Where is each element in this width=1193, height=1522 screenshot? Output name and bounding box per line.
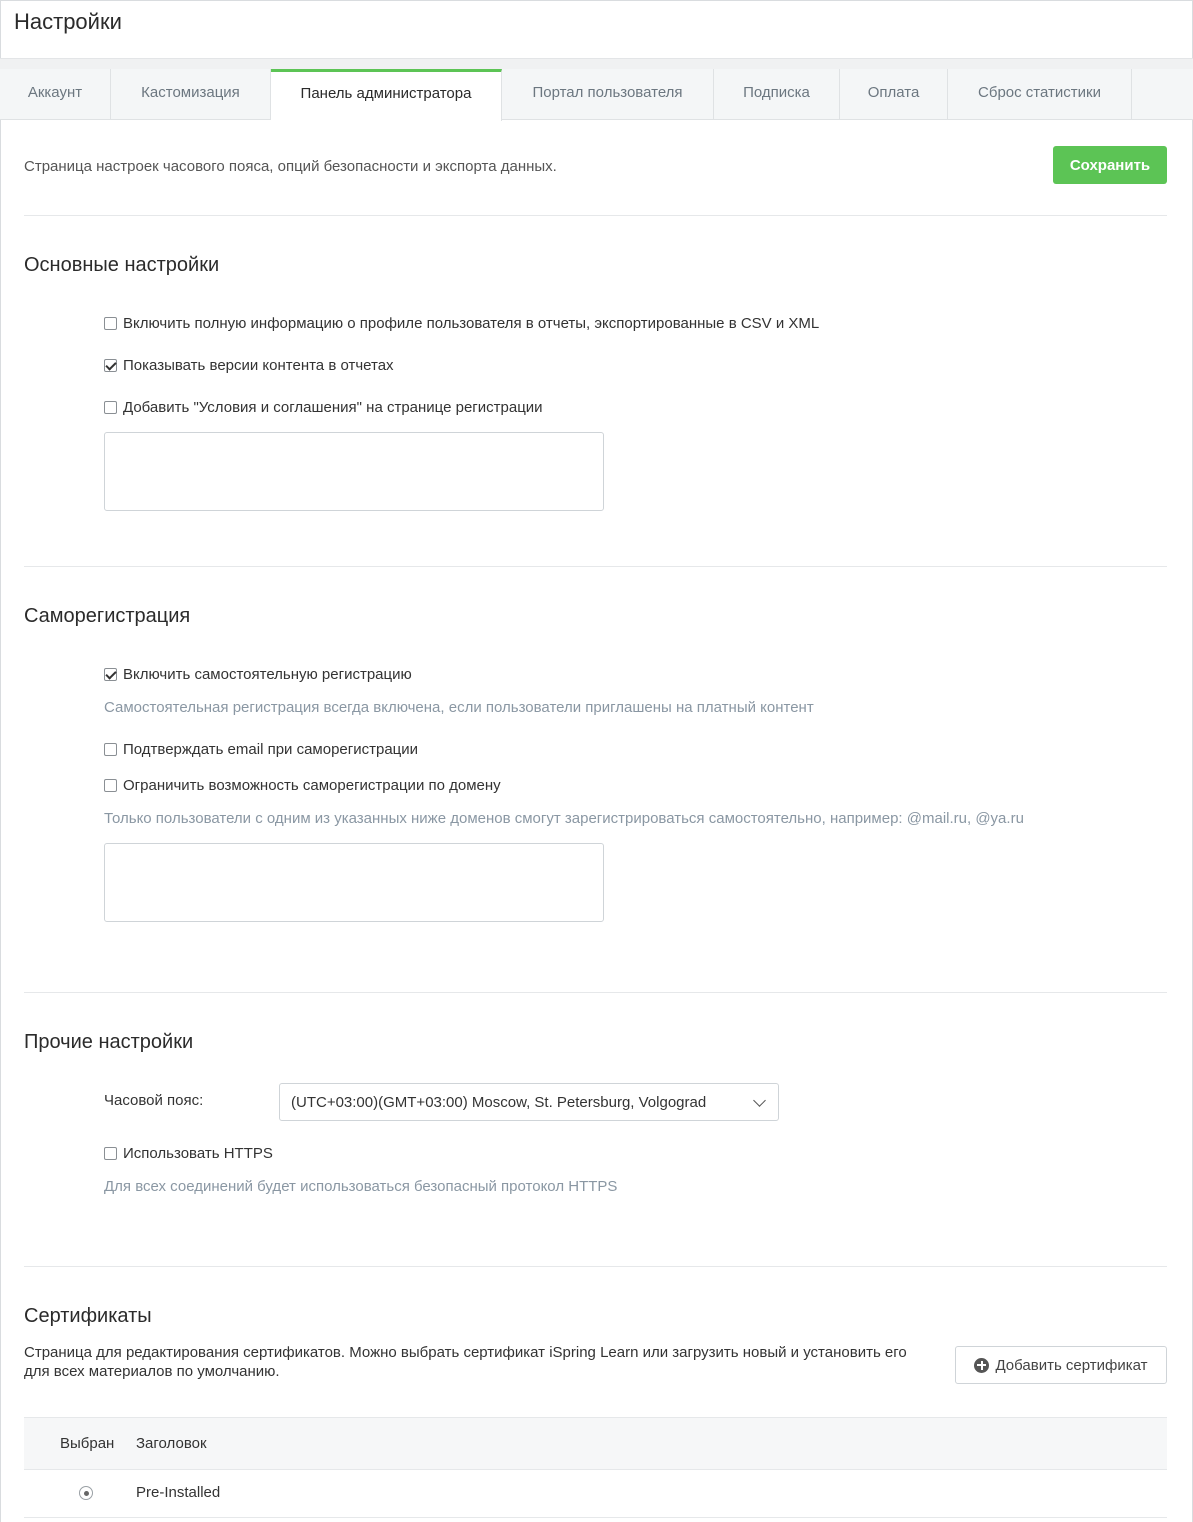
plus-circle-icon xyxy=(974,1358,989,1373)
divider xyxy=(24,992,1167,993)
section-title-other: Прочие настройки xyxy=(24,1031,194,1053)
certificate-select-radio[interactable] xyxy=(79,1486,93,1500)
domain-textarea[interactable] xyxy=(104,843,604,922)
divider xyxy=(24,215,1167,216)
tab-admin-panel[interactable]: Панель администратора xyxy=(271,69,502,121)
divider xyxy=(24,566,1167,567)
certificate-title: Pre-Installed xyxy=(136,1484,221,1501)
option-domain-restrict-label: Ограничить возможность саморегистрации по домену xyxy=(123,777,501,794)
option-full-profile-label: Включить полную информацию о профиле пользователя в отчеты, экспортированные в CSV и XML xyxy=(123,315,820,332)
section-title-certificates: Сертификаты xyxy=(24,1305,152,1327)
certificates-description: Страница для редактирования сертификатов. Можно выбрать сертификат iSpring Learn или загрузить новый и установить его для всех материалов по умолчанию. xyxy=(24,1344,907,1380)
column-header-selected: Выбран xyxy=(60,1435,115,1452)
timezone-select[interactable] xyxy=(279,1083,779,1121)
tab-subscription[interactable]: Подписка xyxy=(714,69,840,120)
tab-payment[interactable]: Оплата xyxy=(840,69,948,120)
option-confirm-email[interactable] xyxy=(104,741,418,758)
table-row xyxy=(24,1470,1167,1518)
option-content-versions-label: Показывать версии контента в отчетах xyxy=(123,357,394,374)
tab-user-portal[interactable]: Портал пользователя xyxy=(502,69,714,120)
option-https-label: Использовать HTTPS xyxy=(123,1145,273,1162)
checkbox-https[interactable] xyxy=(104,1147,117,1160)
checkbox-full-profile[interactable] xyxy=(104,317,117,330)
option-selfreg-enable[interactable] xyxy=(104,666,412,683)
checkbox-terms[interactable] xyxy=(104,401,117,414)
divider xyxy=(24,1266,1167,1267)
tab-reset-stats[interactable]: Сброс статистики xyxy=(948,69,1132,120)
chevron-down-icon xyxy=(753,1094,766,1107)
column-header-title: Заголовок xyxy=(136,1435,207,1452)
checkbox-content-versions[interactable] xyxy=(104,359,117,372)
add-certificate-label: Добавить сертификат xyxy=(995,1356,1148,1374)
domain-hint: Только пользователи с одним из указанных ниже доменов смогут зарегистрироваться самостоятельно, например: @mail.ru, @ya.ru xyxy=(104,810,1024,827)
option-confirm-email-label: Подтверждать email при саморегистрации xyxy=(123,741,419,758)
page-title: Настройки xyxy=(14,9,122,34)
selfreg-hint: Самостоятельная регистрация всегда включена, если пользователи приглашены на платный контент xyxy=(104,699,814,716)
option-terms-label: Добавить "Условия и соглашения" на странице регистрации xyxy=(123,399,543,416)
tab-bar xyxy=(0,69,1193,120)
add-certificate-button[interactable] xyxy=(955,1346,1167,1384)
intro-text: Страница настроек часового пояса, опций безопасности и экспорта данных. xyxy=(24,158,557,175)
checkbox-domain-restrict[interactable] xyxy=(104,779,117,792)
tab-account[interactable]: Аккаунт xyxy=(0,69,111,120)
https-hint: Для всех соединений будет использоваться безопасный протокол HTTPS xyxy=(104,1178,618,1195)
section-title-basic: Основные настройки xyxy=(24,254,220,276)
timezone-label: Часовой пояс: xyxy=(104,1092,204,1109)
option-https[interactable] xyxy=(104,1145,273,1162)
certificates-table-header xyxy=(24,1417,1167,1470)
save-button[interactable]: Сохранить xyxy=(1053,146,1167,184)
option-terms[interactable] xyxy=(104,399,543,416)
option-domain-restrict[interactable] xyxy=(104,777,501,794)
checkbox-confirm-email[interactable] xyxy=(104,743,117,756)
option-full-profile[interactable] xyxy=(104,315,819,332)
option-selfreg-enable-label: Включить самостоятельную регистрацию xyxy=(123,666,412,683)
terms-textarea[interactable] xyxy=(104,432,604,511)
section-title-selfreg: Саморегистрация xyxy=(24,605,191,627)
timezone-value: (UTC+03:00)(GMT+03:00) Moscow, St. Petersburg, Volgograd xyxy=(291,1093,707,1111)
checkbox-selfreg-enable[interactable] xyxy=(104,668,117,681)
tab-customization[interactable]: Кастомизация xyxy=(111,69,271,120)
option-content-versions[interactable] xyxy=(104,357,394,374)
